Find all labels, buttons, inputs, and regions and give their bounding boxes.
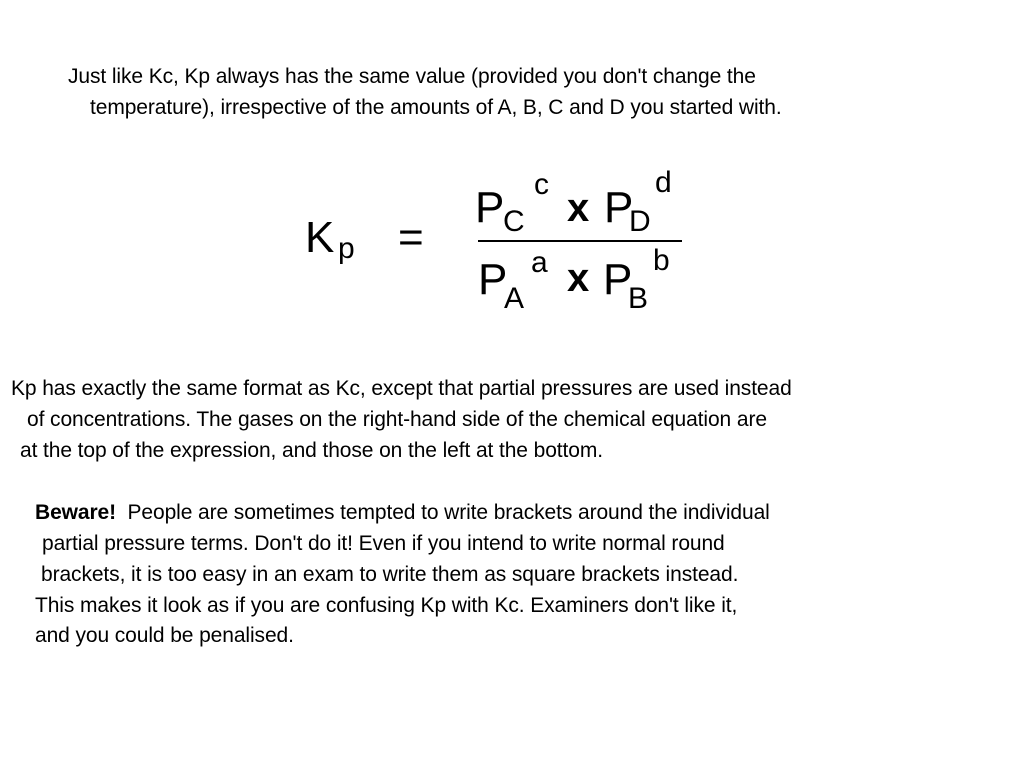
formula-lhs-k: K: [305, 213, 335, 262]
formula-equals: =: [398, 213, 424, 262]
numerator-p-c: P: [475, 183, 505, 232]
numerator-p-d: P: [604, 183, 634, 232]
beware-line-1-text: People are sometimes tempted to write brackets around the individual: [127, 501, 770, 524]
numerator-sup-d: d: [655, 166, 672, 199]
numerator-times: x: [567, 186, 590, 230]
formula-lhs-sub: p: [338, 232, 355, 265]
intro-line-1: Just like Kc, Kp always has the same value (provided you don't change the: [68, 65, 756, 88]
explanation-line-3: at the top of the expression, and those on the left at the bottom.: [20, 439, 603, 462]
numerator-sub-c: C: [503, 205, 525, 238]
beware-line-3: brackets, it is too easy in an exam to write them as square brackets instead.: [41, 563, 739, 586]
denominator-sup-b: b: [653, 244, 670, 277]
beware-line-1: [35, 501, 770, 525]
explanation-line-1: Kp has exactly the same format as Kc, except that partial pressures are used instead: [11, 377, 792, 400]
numerator-sub-d: D: [629, 205, 651, 238]
beware-line-2: partial pressure terms. Don't do it! Even if you intend to write normal round: [42, 532, 725, 555]
numerator-sup-c: c: [534, 168, 549, 201]
beware-label: Beware!: [35, 501, 117, 524]
explanation-line-2: of concentrations. The gases on the right-hand side of the chemical equation are: [27, 408, 767, 431]
denominator-sup-a: a: [531, 246, 548, 279]
denominator-times: x: [567, 256, 590, 300]
denominator-p-a: P: [478, 255, 508, 304]
denominator-sub-a: A: [504, 282, 525, 315]
denominator-p-b: P: [603, 255, 633, 304]
beware-line-5: and you could be penalised.: [35, 624, 294, 647]
intro-line-2: temperature), irrespective of the amounts of A, B, C and D you started with.: [90, 96, 782, 119]
fraction-bar: [478, 240, 682, 242]
beware-line-4: This makes it look as if you are confusing Kp with Kc. Examiners don't like it,: [35, 594, 738, 617]
denominator-sub-b: B: [628, 282, 649, 315]
